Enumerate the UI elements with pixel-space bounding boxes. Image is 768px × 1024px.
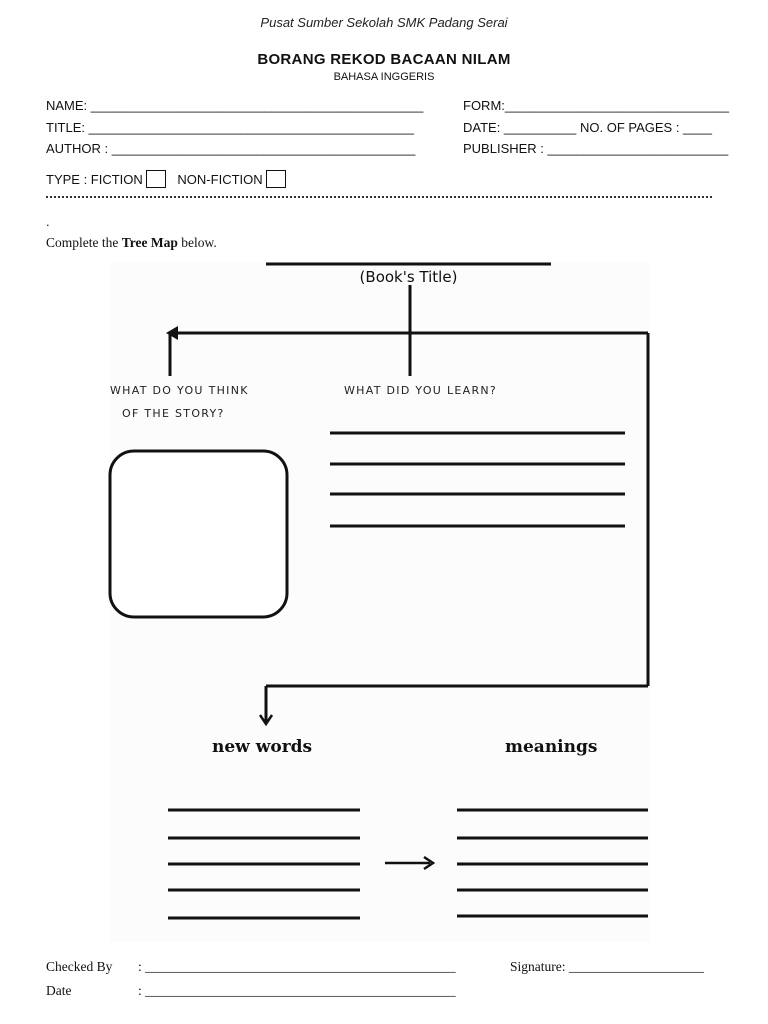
checked-by-label: Checked By xyxy=(46,959,113,974)
form-subtitle: BAHASA INGGERIS xyxy=(333,71,435,83)
pages-field[interactable]: NO. OF PAGES : ____ xyxy=(580,120,712,135)
title-field[interactable]: TITLE: _____________________________________________ xyxy=(46,120,414,135)
separator-dot: . xyxy=(46,214,50,229)
date-footer-field[interactable]: : ______________________________________________ xyxy=(138,983,456,998)
form-title: BORANG REKOD BACAAN NILAM xyxy=(257,51,511,68)
opinion-box[interactable] xyxy=(110,451,287,617)
book-title-label: (Book's Title) xyxy=(359,268,458,286)
form-field[interactable]: FORM:_______________________________ xyxy=(463,98,730,113)
author-field[interactable]: AUTHOR : __________________________________________ xyxy=(46,141,416,156)
instruction-emphasis: Tree Map xyxy=(121,235,178,250)
type-fiction-label: TYPE : FICTION xyxy=(46,172,143,187)
nonfiction-label: NON-FICTION xyxy=(177,172,263,187)
think-question-line-1: WHAT DO YOU THINK xyxy=(110,384,249,397)
name-field[interactable]: NAME: ______________________________________________ xyxy=(46,98,424,113)
school-header: Pusat Sumber Sekolah SMK Padang Serai xyxy=(260,15,508,30)
checked-by-field[interactable]: : ______________________________________________ xyxy=(138,959,456,974)
signature-field[interactable]: Signature: ____________________ xyxy=(510,959,704,974)
publisher-field[interactable]: PUBLISHER : _________________________ xyxy=(463,141,729,156)
think-question-line-2: OF THE STORY? xyxy=(122,407,225,420)
meanings-heading: meanings xyxy=(505,737,598,757)
new-words-heading: new words xyxy=(212,737,313,757)
learn-question: WHAT DID YOU LEARN? xyxy=(344,384,498,397)
arrow-left-icon xyxy=(166,326,178,340)
date-field[interactable]: DATE: __________ xyxy=(463,120,577,135)
instruction-text: Complete the Tree Map below. xyxy=(46,235,217,250)
date-footer-label: Date xyxy=(46,983,72,998)
